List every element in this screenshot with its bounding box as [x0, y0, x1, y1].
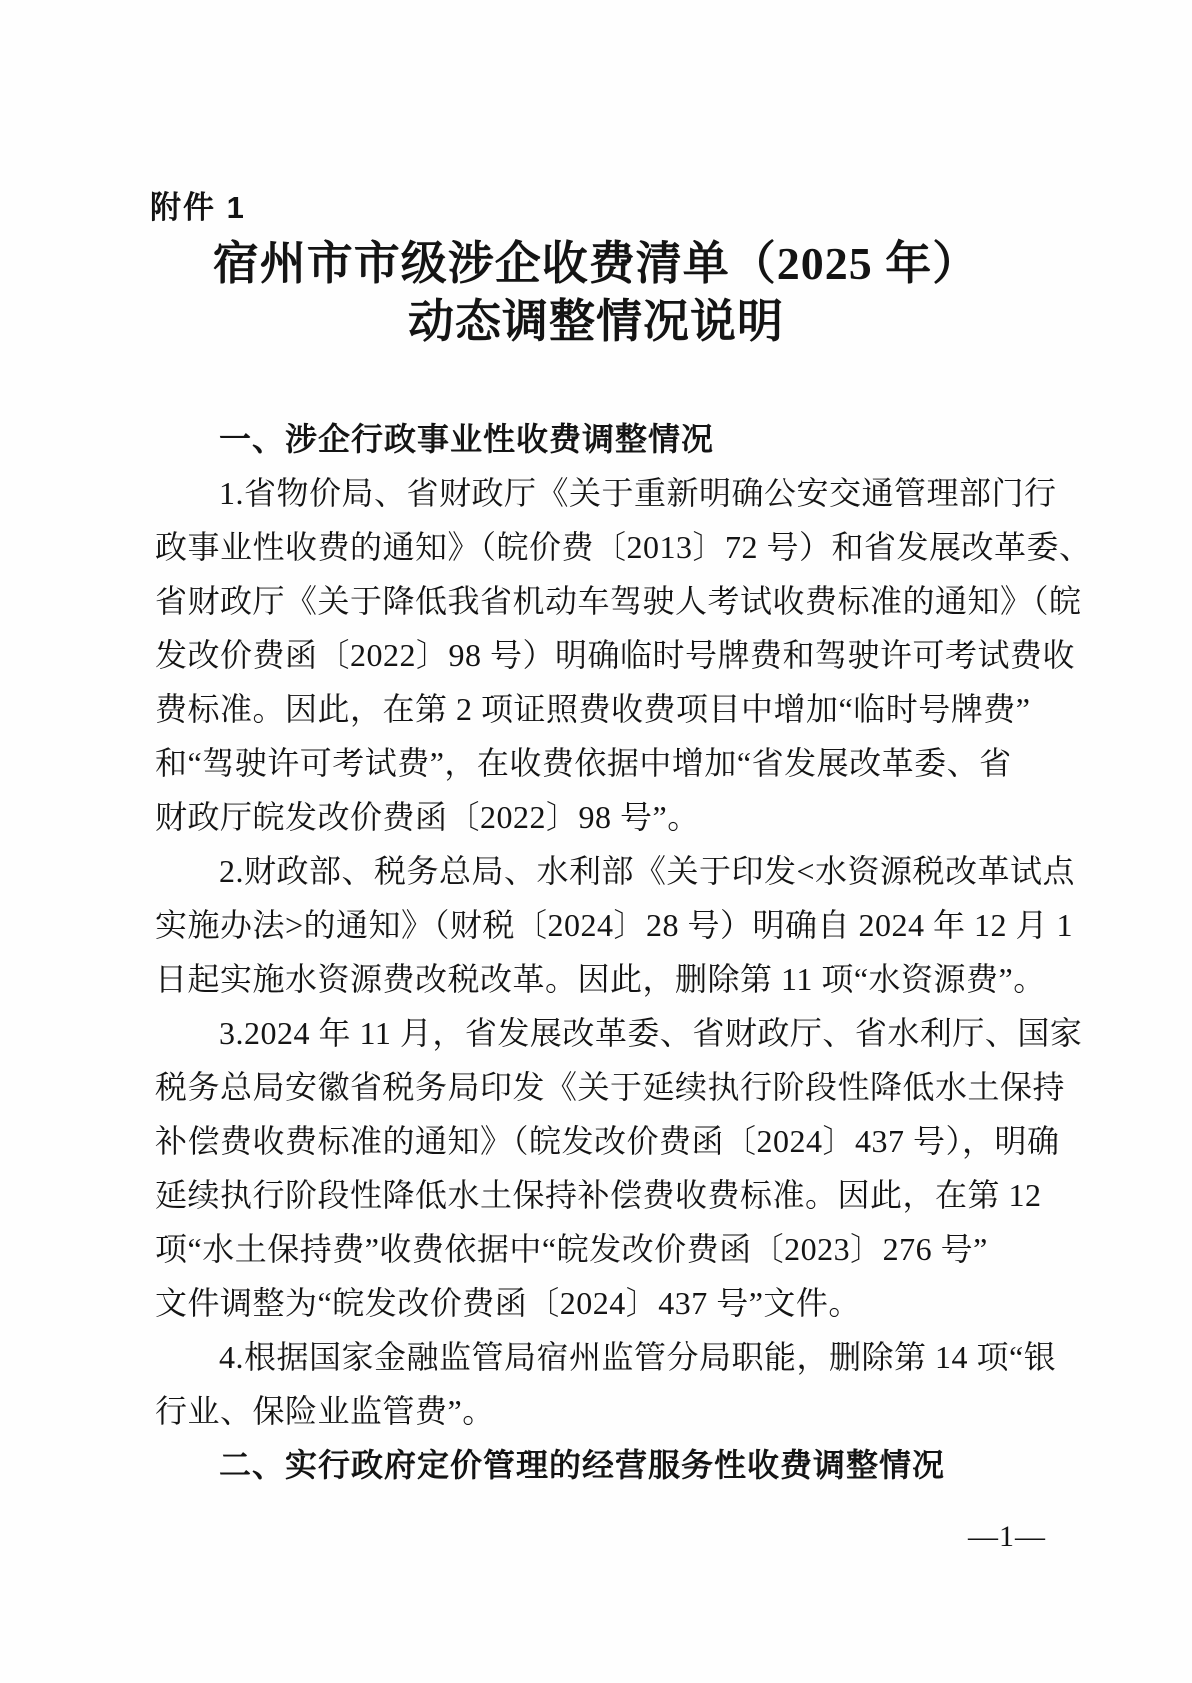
body-line: 3.2024 年 11 月，省发展改革委、省财政厅、省水利厅、国家	[219, 1015, 1083, 1051]
body-line: 文件调整为“皖发改价费函〔2024〕437 号”文件。	[155, 1285, 861, 1321]
body-line: 政事业性收费的通知》（皖价费〔2013〕72 号）和省发展改革委、	[155, 529, 1092, 565]
body-line: 和“驾驶许可考试费”，在收费依据中增加“省发展改革委、省	[155, 745, 1012, 781]
body-line: 省财政厅《关于降低我省机动车驾驶人考试收费标准的通知》（皖	[155, 583, 1082, 619]
body-line: 2.财政部、税务总局、水利部《关于印发<水资源税改革试点	[219, 853, 1076, 889]
body-line: 行业、保险业监管费”。	[155, 1393, 495, 1429]
document-title-line-2: 动态调整情况说明	[408, 296, 784, 347]
document-body	[155, 412, 1092, 1492]
body-line: 日起实施水资源费改税改革。因此，删除第 11 项“水资源费”。	[155, 961, 1046, 997]
section-heading: 一、涉企行政事业性收费调整情况	[219, 421, 715, 457]
section-heading: 二、实行政府定价管理的经营服务性收费调整情况	[219, 1447, 946, 1483]
body-line: 费标准。因此，在第 2 项证照费收费项目中增加“临时号牌费”	[155, 691, 1031, 727]
body-line: 税务总局安徽省税务局印发《关于延续执行阶段性降低水土保持	[155, 1069, 1066, 1105]
attachment-label: 附件 1	[150, 190, 246, 225]
document-title-line-1: 宿州市市级涉企收费清单（2025 年）	[212, 238, 980, 289]
page-number: —1—	[968, 1520, 1046, 1553]
body-line: 财政厅皖发改价费函〔2022〕98 号”。	[155, 799, 700, 835]
body-line: 4.根据国家金融监管局宿州监管分局职能，删除第 14 项“银	[219, 1339, 1057, 1375]
body-line: 延续执行阶段性降低水土保持补偿费收费标准。因此，在第 12	[155, 1177, 1042, 1213]
body-line: 项“水土保持费”收费依据中“皖发改价费函〔2023〕276 号”	[155, 1231, 988, 1267]
body-line: 实施办法>的通知》（财税〔2024〕28 号）明确自 2024 年 12 月 1	[155, 907, 1074, 943]
body-line: 1.省物价局、省财政厅《关于重新明确公安交通管理部门行	[219, 475, 1057, 511]
body-line: 发改价费函〔2022〕98 号）明确临时号牌费和驾驶许可考试费收	[155, 637, 1076, 673]
body-line: 补偿费收费标准的通知》（皖发改价费函〔2024〕437 号），明确	[155, 1123, 1060, 1159]
